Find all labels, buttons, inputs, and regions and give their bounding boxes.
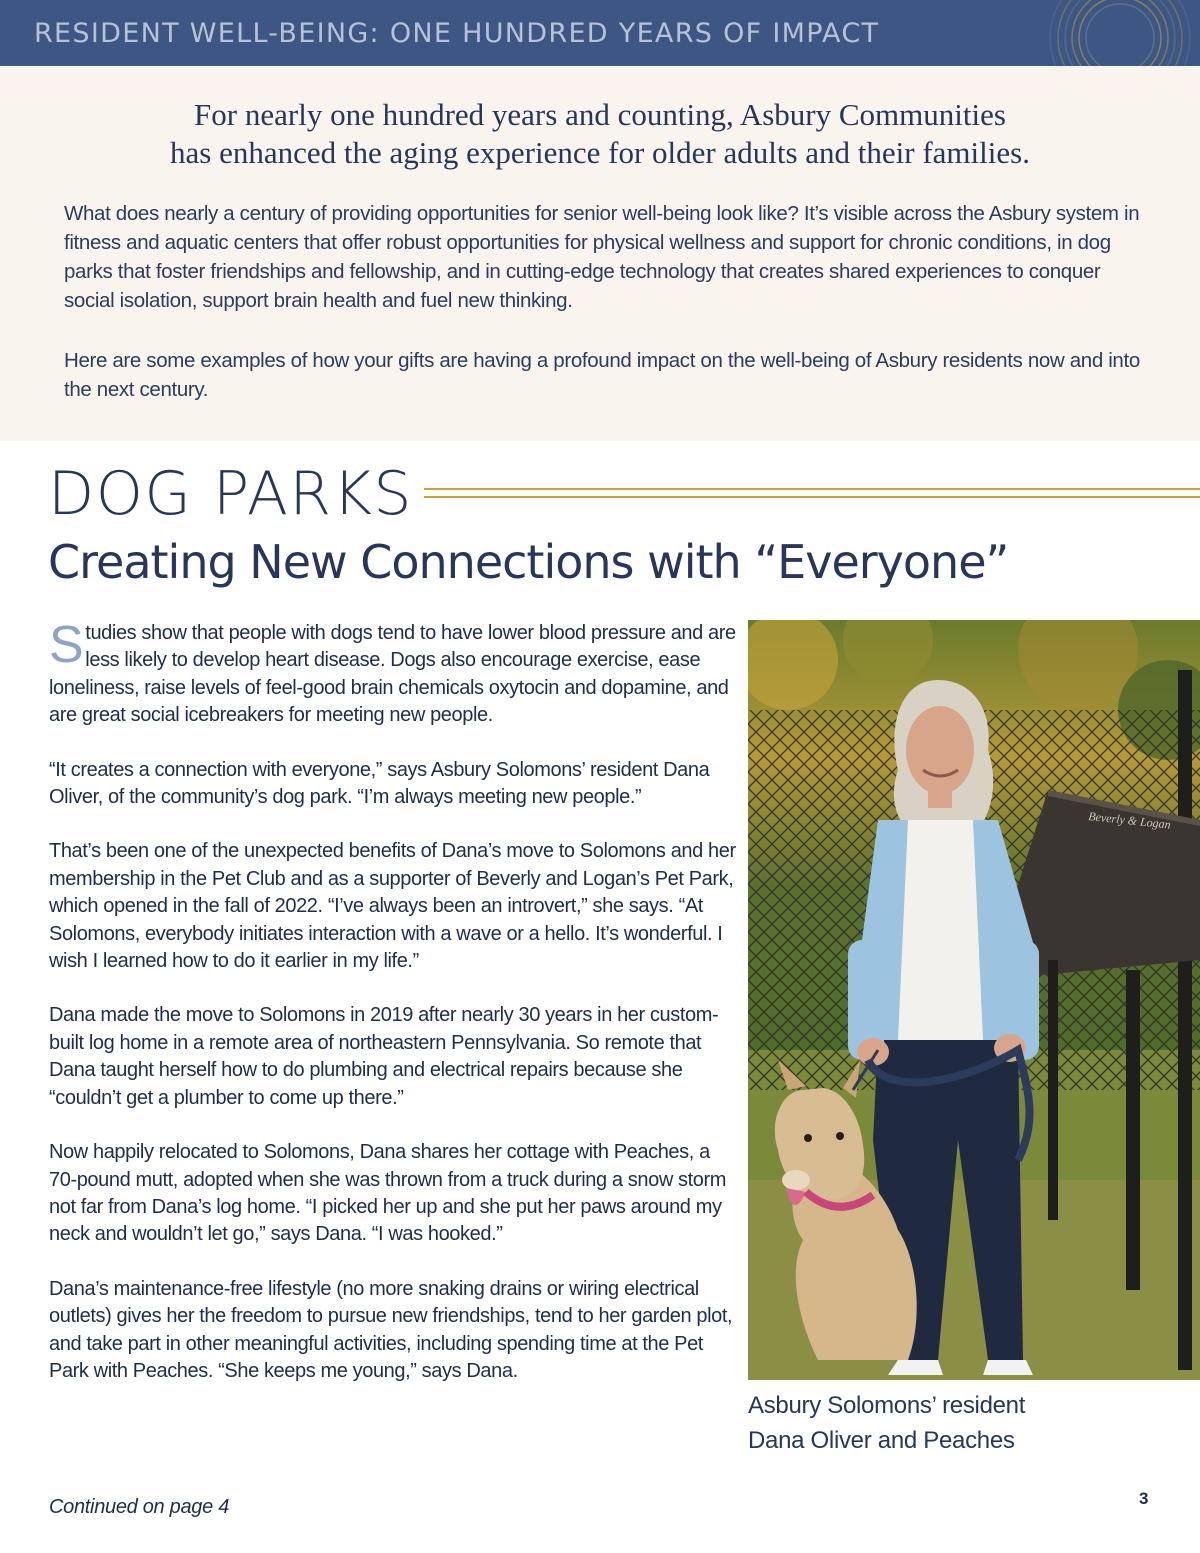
article-paragraph-1-text: tudies show that people with dogs tend to have lower blood pressure and are less likely to develop heart disease. Dogs also encourage exercise, ease loneliness, raise levels of feel-good brain chemicals oxytocin and dopamine, and are great social icebreakers for meeting new people. (49, 622, 736, 727)
header-banner (0, 0, 1200, 66)
intro-lead (60, 96, 1140, 172)
dog-park-photo (748, 620, 1200, 1380)
article-paragraph-5: Now happily relocated to Solomons, Dana shares her cottage with Peaches, a 70-pound mutt, adopted when she was thrown from a truck during a snow storm not far from Dana’s log home. “I picked her up and she put her paws around my neck and wouldn’t let go,” says Dana. “I was hooked.” (49, 1141, 727, 1246)
section-title: DOG PARKS (48, 459, 414, 529)
article-paragraph-3: That’s been one of the unexpected benefits of Dana’s move to Solomons and her membership in the Pet Club and as a supporter of Beverly and Logan’s Pet Park, which opened in the fall of 2022. “I’ve always been an introvert,” she says. “At Solomons, everybody initiates interaction with a wave or a hello. It’s wonderful. I wish I learned how to do it earlier in my life.” (49, 840, 736, 973)
intro-lead-line-2: has enhanced the aging experience for older adults and their families. (170, 135, 1030, 170)
article-paragraph-1 (49, 616, 739, 730)
intro-paragraph-1: What does nearly a century of providing opportunities for senior well-being look like? It’s visible across the Asbury system in fitness and aquatic centers that offer robust opportunities for physical wellness and support for chronic conditions, in dog parks that foster friendships and fellowship, and in cutting-edge technology that creates shared experiences to conquer social isolation, support brain health and fuel new thinking. (64, 202, 1140, 312)
intro-paragraph-2: Here are some examples of how your gifts are having a profound impact on the well-being of Asbury residents now and into the next century. (64, 349, 1140, 401)
header-title: RESIDENT WELL-BEING: ONE HUNDRED YEARS OF IMPACT (34, 18, 880, 49)
photo-caption-line-2: Dana Oliver and Peaches (748, 1427, 1015, 1454)
article-paragraph-6: Dana’s maintenance-free lifestyle (no more snaking drains or wiring electrical outlets) gives her the freedom to pursue new friendships, tend to her garden plot, and take part in other meaningful activities, including spending time at the Pet Park with Peaches. “She keeps me young,” says Dana. (49, 1277, 733, 1382)
intro-section (0, 66, 1200, 441)
plaque-title: Beverly & Logan (1087, 809, 1172, 832)
drop-cap: S (49, 616, 84, 674)
gold-double-rule (424, 488, 1200, 498)
photo-caption (748, 1388, 1025, 1458)
section-subtitle: Creating New Connections with “Everyone” (48, 535, 1009, 589)
article-paragraph-2: “It creates a connection with everyone,” says Asbury Solomons’ resident Dana Oliver, of the community’s dog park. “I’m always meeting new people.” (49, 758, 710, 809)
continued-link[interactable]: Continued on page 4 (49, 1496, 230, 1518)
photo-caption-line-1: Asbury Solomons’ resident (748, 1392, 1026, 1419)
intro-lead-line-1: For nearly one hundred years and counting, Asbury Communities (194, 97, 1006, 132)
article-paragraph-4: Dana made the move to Solomons in 2019 after nearly 30 years in her custom-built log home in a remote area of northeastern Pennsylvania. So remote that Dana taught herself how to do plumbing and electrical repairs because she “couldn’t get a plumber to come up there.” (49, 1004, 719, 1109)
article-body (49, 616, 739, 1412)
page-number: 3 (1139, 1489, 1149, 1508)
circle-ornament-icon (1000, 0, 1200, 66)
resident-with-dog-illustration (748, 620, 1200, 1380)
